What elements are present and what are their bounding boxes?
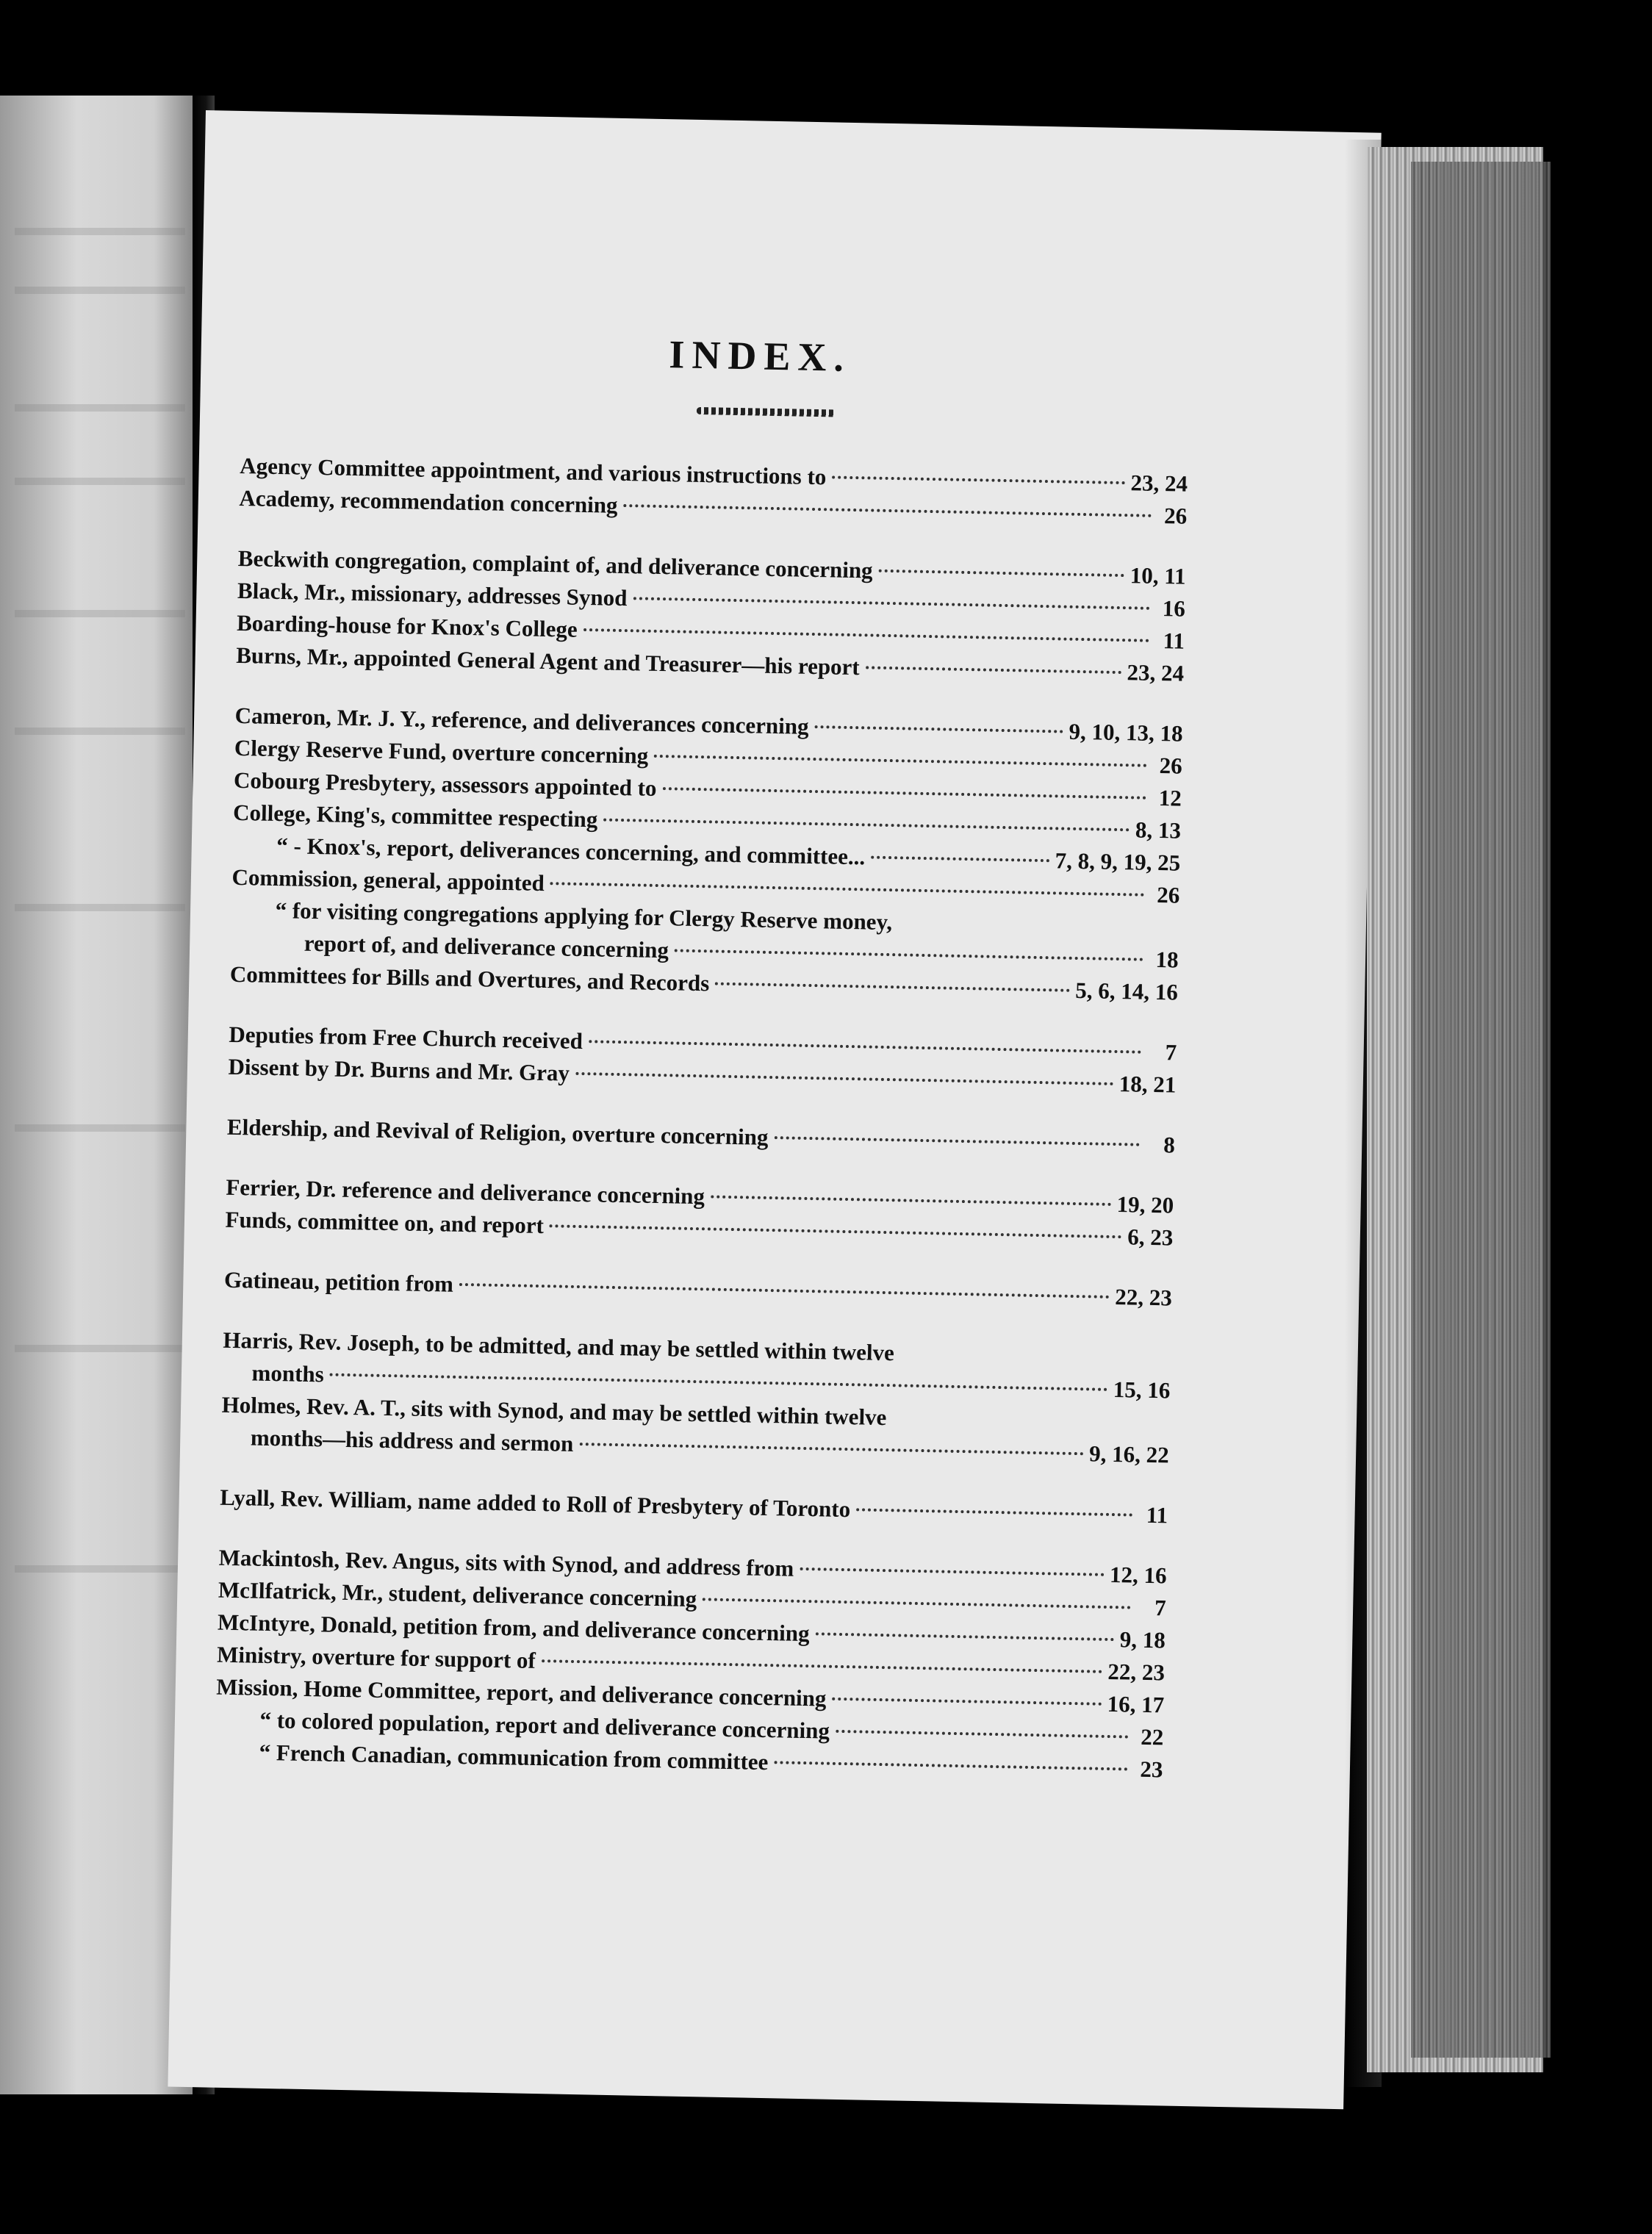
- entry-pages: 12, 16: [1109, 1561, 1167, 1589]
- index-group: [220, 1481, 1168, 1532]
- dot-leader: [662, 787, 1146, 800]
- index-group: [224, 1264, 1173, 1315]
- dot-leader: [856, 1508, 1132, 1516]
- dot-leader: [774, 1761, 1127, 1770]
- entry-pages: 8, 13: [1135, 816, 1182, 844]
- entry-label: “ - Knox's, report, deliverances concerning, and committee...: [276, 833, 866, 870]
- dot-leader: [816, 1632, 1114, 1641]
- title-ornament: [697, 407, 836, 417]
- entry-label: Agency Committee appointment, and various instructions to: [239, 452, 827, 490]
- dot-leader: [866, 666, 1121, 674]
- entry-pages: 22: [1140, 1723, 1164, 1750]
- entry-pages: 5, 6, 14, 16: [1074, 977, 1179, 1005]
- entry-label: Academy, recommendation concerning: [239, 484, 618, 518]
- dot-leader: [603, 819, 1130, 832]
- entry-label: Lyall, Rev. William, name added to Roll of Presbytery of Toronto: [219, 1484, 851, 1523]
- entry-label-line1: “ for visiting congregations applying for Clergy Reserve money,: [275, 897, 893, 935]
- entry-label: McIlfatrick, Mr., student, deliverance concerning: [218, 1576, 697, 1612]
- index-entry: [220, 1481, 1168, 1532]
- entry-label: Cameron, Mr. J. Y., reference, and deliverances concerning: [234, 702, 809, 739]
- index-group: [239, 450, 1188, 533]
- entry-label: Clergy Reserve Fund, overture concerning: [234, 734, 649, 769]
- entry-pages: 9, 16, 22: [1088, 1440, 1170, 1468]
- dot-leader: [330, 1373, 1107, 1391]
- entry-label: Beckwith congregation, complaint of, and deliverance concerning: [237, 545, 873, 583]
- entry-pages: 23, 24: [1127, 659, 1185, 686]
- index-groups: [215, 450, 1188, 1786]
- entry-label: Mission, Home Committee, report, and deliverance concerning: [216, 1673, 827, 1712]
- entry-pages: 23, 24: [1130, 470, 1188, 497]
- entry-label: Dissent by Dr. Burns and Mr. Gray: [228, 1053, 570, 1086]
- index-entry: [224, 1264, 1173, 1315]
- entry-pages: 6, 23: [1127, 1224, 1174, 1251]
- entry-pages: 7: [1165, 1039, 1177, 1066]
- entry-label: McIntyre, Donald, petition from, and deliverance concerning: [217, 1609, 810, 1647]
- page-title: INDEX.: [668, 332, 852, 380]
- dot-leader: [715, 983, 1069, 992]
- entry-pages: 18, 21: [1118, 1071, 1177, 1098]
- entry-label: Committees for Bills and Overtures, and Records: [229, 960, 710, 996]
- index-group: [236, 542, 1186, 690]
- entry-pages: 26: [1156, 882, 1180, 908]
- dot-leader: [711, 1195, 1111, 1205]
- entry-label: Gatineau, petition from: [223, 1266, 454, 1297]
- dot-leader: [800, 1567, 1104, 1576]
- index-group: [227, 1111, 1176, 1162]
- page-edges-dark: [1411, 162, 1551, 2058]
- entry-pages: 18: [1155, 947, 1179, 973]
- entry-pages: 16: [1162, 595, 1186, 622]
- facing-page: [0, 96, 193, 2094]
- entry-label: Ferrier, Dr. reference and deliverance concerning: [226, 1174, 705, 1210]
- entry-label: Boarding-house for Knox's College: [236, 609, 578, 642]
- entry-pages: 9, 18: [1119, 1626, 1166, 1653]
- dot-leader: [575, 1072, 1113, 1085]
- entry-pages: 19, 20: [1116, 1191, 1174, 1218]
- dot-leader: [836, 1730, 1128, 1739]
- entry-pages: 26: [1163, 503, 1188, 529]
- entry-pages: 12: [1158, 785, 1182, 811]
- dot-leader: [654, 755, 1147, 767]
- entry-label: Deputies from Free Church received: [229, 1021, 583, 1055]
- index-group: [215, 1542, 1167, 1786]
- dot-leader: [871, 856, 1049, 863]
- entry-pages: 22, 23: [1107, 1658, 1166, 1686]
- entry-label: Burns, Mr., appointed General Agent and Treasurer—his report: [235, 642, 861, 680]
- dot-leader: [589, 1040, 1141, 1053]
- dot-leader: [774, 1136, 1139, 1146]
- entry-pages: 7: [1154, 1595, 1167, 1621]
- dot-leader: [550, 1224, 1122, 1238]
- entry-label-line1: Harris, Rev. Joseph, to be admitted, and may be settled within twelve: [223, 1326, 895, 1366]
- dot-leader: [623, 504, 1152, 517]
- entry-pages: 7, 8, 9, 19, 25: [1055, 847, 1181, 876]
- entry-label-line2: months: [251, 1360, 325, 1387]
- entry-pages: 26: [1159, 753, 1183, 779]
- dot-leader: [579, 1443, 1083, 1455]
- entry-pages: 8: [1163, 1132, 1176, 1158]
- entry-label: Funds, committee on, and report: [225, 1206, 545, 1239]
- entry-label: “ to colored population, report and deliverance concerning: [259, 1706, 830, 1744]
- entry-pages: 10, 11: [1130, 562, 1186, 589]
- dot-leader: [550, 882, 1145, 897]
- entry-label: Mackintosh, Rev. Angus, sits with Synod, and address from: [218, 1544, 794, 1581]
- entry-pages: 11: [1163, 628, 1185, 654]
- index-entry: [227, 1111, 1176, 1162]
- entry-label-line2: report of, and deliverance concerning: [304, 930, 669, 963]
- entry-label-line2: months—his address and sermon: [250, 1424, 574, 1457]
- dot-leader: [703, 1598, 1131, 1609]
- index-group: [228, 1019, 1177, 1102]
- entry-label: Black, Mr., missionary, addresses Synod: [237, 577, 628, 611]
- entry-pages: 16, 17: [1107, 1690, 1165, 1718]
- entry-label-line1: Holmes, Rev. A. T., sits with Synod, and may be settled within twelve: [221, 1391, 887, 1431]
- entry-pages: 11: [1146, 1501, 1168, 1529]
- index-group: [225, 1171, 1174, 1254]
- entry-label: “ French Canadian, communication from committee: [259, 1739, 769, 1775]
- dot-leader: [832, 475, 1124, 484]
- dot-leader: [633, 597, 1149, 610]
- entry-pages: 9, 10, 13, 18: [1069, 718, 1183, 747]
- entry-pages: 22, 23: [1114, 1284, 1173, 1311]
- index-content: [215, 323, 1190, 1814]
- dot-leader: [675, 949, 1143, 960]
- entry-label: Commission, general, appointed: [231, 863, 545, 897]
- dot-leader: [814, 725, 1063, 733]
- index-group: [230, 700, 1183, 1009]
- entry-label: Ministry, overture for support of: [216, 1641, 536, 1673]
- dot-leader: [879, 570, 1124, 577]
- entry-label: Eldership, and Revival of Religion, overture concerning: [226, 1113, 769, 1150]
- dot-leader: [832, 1698, 1101, 1706]
- entry-pages: 15, 16: [1113, 1376, 1171, 1404]
- entry-label: Cobourg Presbytery, assessors appointed to: [233, 766, 657, 801]
- dot-leader: [459, 1283, 1109, 1299]
- entry-label: College, King's, committee respecting: [232, 799, 598, 833]
- dot-leader: [542, 1659, 1102, 1673]
- index-group: [220, 1324, 1171, 1472]
- entry-pages: 23: [1140, 1756, 1163, 1783]
- dot-leader: [583, 628, 1149, 642]
